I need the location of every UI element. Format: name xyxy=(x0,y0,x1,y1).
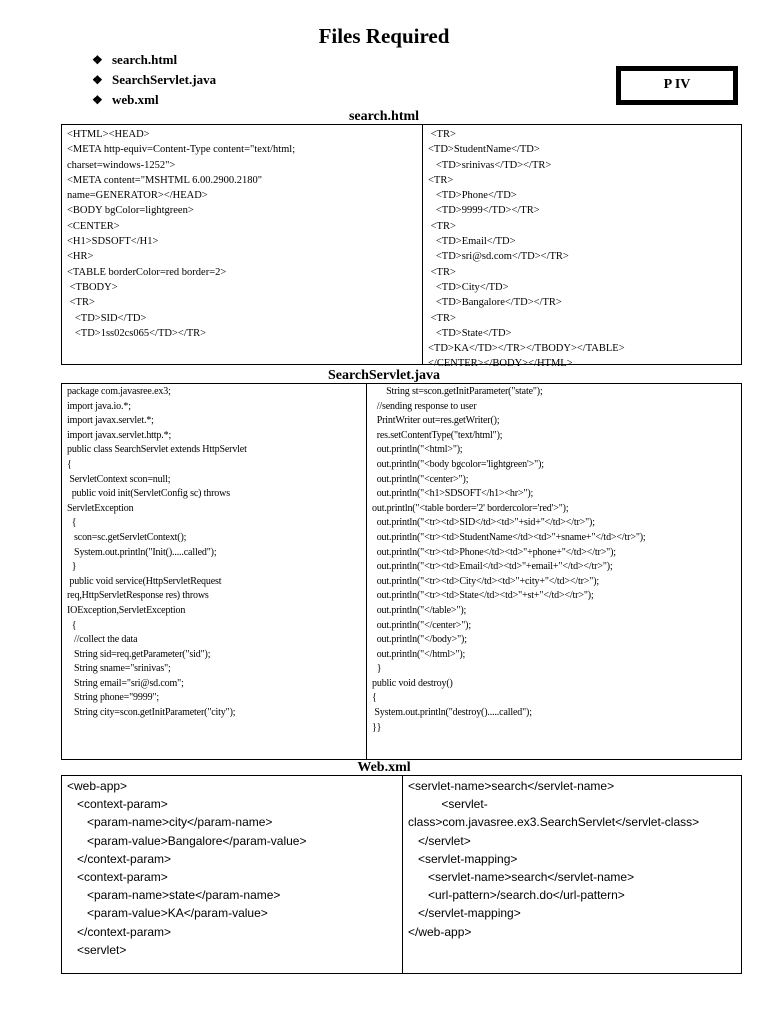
code-line: <TD>StudentName</TD> xyxy=(428,144,540,156)
diamond-bullet-icon: ❖ xyxy=(92,53,103,67)
code-line: <TD>Phone</TD> xyxy=(428,190,517,202)
code-line: //sending response to user xyxy=(372,400,477,412)
code-line: name=GENERATOR></HEAD> xyxy=(67,190,208,202)
code-line: } xyxy=(67,561,77,573)
code-line: out.println("<table border='2' bordercolor='red'>"); xyxy=(372,502,569,514)
code-line: String city=scon.getInitParameter("city"); xyxy=(67,707,236,719)
code-line: { xyxy=(67,619,77,631)
code-line: } xyxy=(372,663,382,675)
code-line: <param-value>Bangalore</param-value> xyxy=(67,833,307,848)
code-line: <context-param> xyxy=(67,797,168,812)
code-line: String sid=req.getParameter("sid"); xyxy=(67,648,211,660)
required-files-list xyxy=(92,51,216,111)
code-line: String st=scon.getInitParameter("state"); xyxy=(372,386,543,397)
code-line: { xyxy=(372,692,377,704)
code-line: out.println("</center>"); xyxy=(372,619,471,631)
code-line: <TD>9999</TD></TR> xyxy=(428,205,540,217)
search-servlet-code-left xyxy=(62,384,366,759)
code-line: String phone="9999"; xyxy=(67,692,160,704)
code-line: <TR> xyxy=(428,174,454,186)
code-line: <context-param> xyxy=(67,870,168,885)
code-line: <TD>sri@sd.com</TD></TR> xyxy=(428,251,569,263)
code-line: ServletException xyxy=(67,502,134,514)
code-line: out.println("<tr><td>Phone</td><td>"+phone+"</td></tr>"); xyxy=(372,546,616,558)
program-number-badge: P IV xyxy=(616,66,738,105)
code-line: </web-app> xyxy=(408,924,472,939)
code-line: PrintWriter out=res.getWriter(); xyxy=(372,415,500,427)
code-line: import java.io.*; xyxy=(67,400,131,412)
code-line: <HR> xyxy=(67,251,94,263)
code-line: public void service(HttpServletRequest xyxy=(67,575,222,587)
search-html-code-right xyxy=(422,125,741,370)
code-line: <TD>KA</TD></TR></TBODY></TABLE> xyxy=(428,343,625,355)
code-line: charset=windows-1252"> xyxy=(67,159,176,171)
code-line: out.println("<h1>SDSOFT</h1><hr>"); xyxy=(372,488,534,500)
code-line: <TD>1ss02cs065</TD></TR> xyxy=(67,327,207,339)
code-line: out.println("</body>"); xyxy=(372,634,467,646)
code-line: <TD>State</TD> xyxy=(428,327,512,339)
required-file-item xyxy=(92,71,216,91)
code-line: <TBODY> xyxy=(67,281,118,293)
code-line: <url-pattern>/search.do</url-pattern> xyxy=(408,888,625,903)
code-line: ServletContext scon=null; xyxy=(67,473,171,485)
code-line: <TR> xyxy=(428,266,456,278)
code-line: out.println("<tr><td>SID</td><td>"+sid+"</td></tr>"); xyxy=(372,517,595,529)
code-line: String sname="srinivas"; xyxy=(67,663,171,675)
code-line: public void init(ServletConfig sc) throws xyxy=(67,488,230,500)
code-line: public void destroy() xyxy=(372,677,453,689)
code-line: <TD>City</TD> xyxy=(428,281,509,293)
code-line: <CENTER> xyxy=(67,220,120,232)
diamond-bullet-icon: ❖ xyxy=(92,73,103,87)
web-xml-code-left xyxy=(62,776,402,973)
code-line: </servlet-mapping> xyxy=(408,906,521,921)
code-line: out.println("<body bgcolor='lightgreen'>"); xyxy=(372,458,544,470)
code-line: out.println("<tr><td>City</td><td>"+city+"</td></tr>"); xyxy=(372,575,600,587)
code-line: <TR> xyxy=(428,129,456,140)
search-html-code-left xyxy=(62,125,422,364)
code-line: System.out.println("destroy().....called"); xyxy=(372,707,532,719)
web-xml-code-box xyxy=(61,775,742,974)
web-xml-heading: Web.xml xyxy=(357,760,411,775)
code-line: out.println("<center>"); xyxy=(372,473,469,485)
code-line: </CENTER></BODY></HTML> xyxy=(428,358,573,370)
required-file-item xyxy=(92,91,216,111)
code-line: <TD>SID</TD> xyxy=(67,312,147,324)
code-line: <param-name>state</param-name> xyxy=(67,888,281,903)
code-line: import javax.servlet.*; xyxy=(67,415,154,427)
code-line: <TABLE borderColor=red border=2> xyxy=(67,266,227,278)
code-line: <H1>SDSOFT</H1> xyxy=(67,236,159,248)
search-servlet-code-box xyxy=(61,383,742,760)
code-line: out.println("<tr><td>State</td><td>"+st+"</td></tr>"); xyxy=(372,590,594,602)
code-line: scon=sc.getServletContext(); xyxy=(67,531,187,543)
search-html-code-box xyxy=(61,124,742,370)
search-html-heading: search.html xyxy=(348,109,420,124)
code-line: out.println("<tr><td>StudentName</td><td>"+sname+"</td></tr>"); xyxy=(372,531,646,543)
page-title: Files Required xyxy=(318,24,450,48)
required-file-item xyxy=(92,51,216,71)
search-servlet-code-right xyxy=(366,384,741,759)
web-xml-code-right xyxy=(402,776,741,973)
code-line: <BODY bgColor=lightgreen> xyxy=(67,205,194,217)
code-line: package com.javasree.ex3; xyxy=(67,386,171,397)
code-line: IOException,ServletException xyxy=(67,604,186,616)
code-line: out.println("</html>"); xyxy=(372,648,466,660)
code-line: </context-param> xyxy=(67,924,172,939)
code-line: <TD>Email</TD> xyxy=(428,236,516,248)
required-file-name: web.xml xyxy=(112,92,159,107)
code-line: out.println("</table>"); xyxy=(372,604,467,616)
code-line: out.println("<tr><td>Email</td><td>"+email+"</td></tr>"); xyxy=(372,561,613,573)
diamond-bullet-icon: ❖ xyxy=(92,93,103,107)
required-file-name: search.html xyxy=(112,52,178,67)
code-line: class>com.javasree.ex3.SearchServlet</servlet-class> xyxy=(408,815,700,830)
code-line: <servlet-name>search</servlet-name> xyxy=(408,779,615,793)
code-line: <META content="MSHTML 6.00.2900.2180" xyxy=(67,174,263,186)
required-file-name: SearchServlet.java xyxy=(112,72,217,87)
code-line: <TD>Bangalore</TD></TR> xyxy=(428,297,562,309)
code-line: <TR> xyxy=(428,312,456,324)
code-line: </context-param> xyxy=(67,851,172,866)
code-line: System.out.println("Init().....called"); xyxy=(67,546,217,558)
code-line: <META http-equiv=Content-Type content="text/html; xyxy=(67,144,296,156)
code-line: req,HttpServletResponse res) throws xyxy=(67,590,209,602)
code-line: { xyxy=(67,458,72,470)
code-line: <servlet-name>search</servlet-name> xyxy=(408,870,635,885)
code-line: String email="sri@sd.com"; xyxy=(67,677,184,689)
code-line: <TR> xyxy=(67,297,95,309)
code-line: public class SearchServlet extends HttpServlet xyxy=(67,444,247,456)
code-line: <servlet> xyxy=(67,942,127,957)
code-line: <web-app> xyxy=(67,779,128,793)
code-line: import javax.servlet.http.*; xyxy=(67,429,172,441)
code-line: </servlet> xyxy=(408,833,471,848)
code-line: <TR> xyxy=(428,220,456,232)
code-line: <servlet- xyxy=(408,797,488,812)
code-line: //collect the data xyxy=(67,634,138,646)
code-line: res.setContentType("text/html"); xyxy=(372,429,503,441)
code-line: <param-name>city</param-name> xyxy=(67,815,273,830)
code-line: { xyxy=(67,517,77,529)
code-line: }} xyxy=(372,721,382,733)
search-servlet-heading: SearchServlet.java xyxy=(327,368,441,383)
code-line: <param-value>KA</param-value> xyxy=(67,906,268,921)
code-line: out.println("<html>"); xyxy=(372,444,463,456)
code-line: <TD>srinivas</TD></TR> xyxy=(428,159,552,171)
code-line: <HTML><HEAD> xyxy=(67,129,150,140)
code-line: <servlet-mapping> xyxy=(408,851,518,866)
